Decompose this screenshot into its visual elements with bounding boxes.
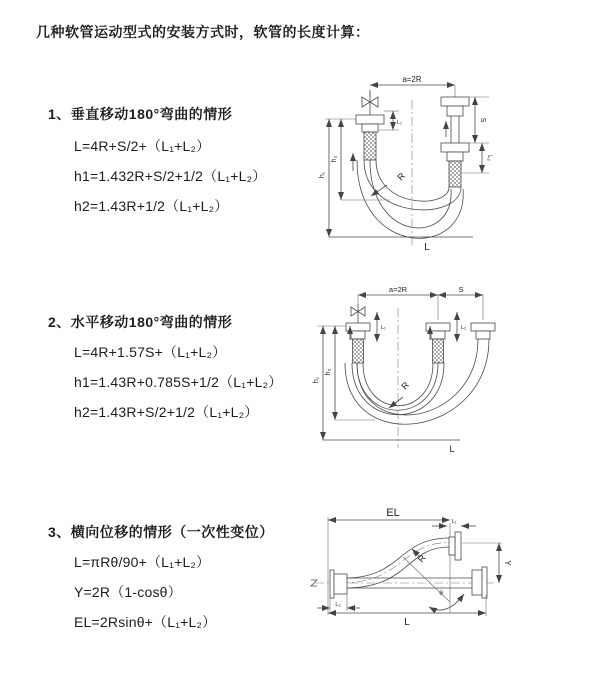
section-2-formula-L: L=4R+1.57S+（L₁+L₂） (74, 344, 227, 360)
dim-label-l2: L₂ (486, 155, 492, 161)
dim-label-l1: L₁ (381, 325, 386, 331)
valve-icon (351, 304, 365, 323)
dim-label-theta: θ (439, 590, 443, 597)
dim-label-a2r: a=2R (388, 285, 408, 294)
dim-label-l2: L₂ (335, 602, 341, 608)
dim-label-y: Y (503, 560, 512, 566)
middle-flange-fitting (426, 323, 450, 363)
dim-label-h2: h₂ (325, 368, 332, 376)
dim-a2r (370, 75, 455, 97)
dim-s-right (461, 97, 492, 173)
section-1-formula-h1: h1=1.432R+S/2+1/2（L₁+L₂） (74, 168, 267, 184)
dim-l2-left (317, 594, 360, 611)
section-2-formula-h2: h2=1.43R+S/2+1/2（L₁+L₂） (74, 404, 259, 420)
dim-label-l: L (424, 242, 430, 253)
dim-label-h2: h₂ (331, 155, 338, 163)
dim-label-l2: L₂ (461, 325, 467, 331)
dim-label-s: S (479, 117, 486, 123)
left-flange-fitting (311, 570, 347, 598)
theta-angle (403, 557, 464, 610)
section-2-formula-h1: h1=1.43R+0.785S+1/2（L₁+L₂） (74, 374, 283, 390)
dim-label-l1: L₁ (397, 120, 402, 126)
dim-label-s: S (458, 285, 464, 294)
right-flange-fitting (471, 323, 495, 339)
right-flange-fitting (441, 97, 469, 187)
dim-label-l: L (449, 444, 455, 454)
dim-l2-middle (457, 312, 466, 342)
dim-label-h1: h₁ (319, 171, 326, 179)
dim-label-r: R (399, 379, 412, 392)
dim-el (328, 507, 450, 615)
radius-leader (371, 170, 407, 196)
section-1-formula-h2: h2=1.43R+1/2（L₁+L₂） (74, 198, 229, 214)
dim-label-a2r: a=2R (402, 75, 422, 84)
section-3-formula-EL: EL=2Rsinθ+（L₁+L₂） (74, 614, 217, 630)
diagram-lateral-displacement (300, 495, 600, 655)
dim-l-bottom (328, 595, 486, 628)
section-3-formula-L: L=πRθ/90+（L₁+L₂） (74, 554, 211, 570)
dim-label-l: L (404, 617, 410, 628)
dim-label-h1: h₁ (313, 376, 320, 384)
section-1-heading: 1、垂直移动180°弯曲的情形 (48, 106, 233, 122)
radius-leader (389, 379, 411, 408)
radius-leader (412, 549, 428, 564)
valve-icon (362, 90, 378, 115)
section-1-formula-L: L=4R+S/2+（L₁+L₂） (74, 138, 211, 154)
left-flange-fitting (346, 323, 370, 363)
dim-h1-h2 (319, 119, 390, 237)
dim-l-bottom (329, 237, 473, 253)
section-3-formula-Y: Y=2R（1-cosθ） (74, 584, 182, 600)
dim-h1-h2 (313, 326, 375, 440)
dim-l1-left (377, 312, 386, 342)
hose-s-curve (340, 538, 450, 588)
left-flange-fitting (356, 115, 384, 160)
page-title: 几种软管运动型式的安装方式时，软管的长度计算： (36, 24, 370, 40)
section-3-heading: 3、横向位移的情形（一次性变位） (48, 524, 274, 540)
diagram-horizontal-180-bend (305, 280, 600, 455)
upper-flange-fitting (449, 532, 461, 560)
diagram-vertical-180-bend (315, 75, 595, 255)
dim-label-r: R (395, 170, 408, 183)
hose-u-bend (345, 339, 489, 424)
dim-l-bottom (323, 440, 460, 454)
section-2-heading: 2、水平移动180°弯曲的情形 (48, 314, 233, 330)
dim-label-el: EL (386, 507, 400, 519)
dim-label-r: R (415, 552, 428, 565)
dim-label-l1: L₁ (451, 519, 457, 525)
hose-u-bend (357, 160, 463, 238)
